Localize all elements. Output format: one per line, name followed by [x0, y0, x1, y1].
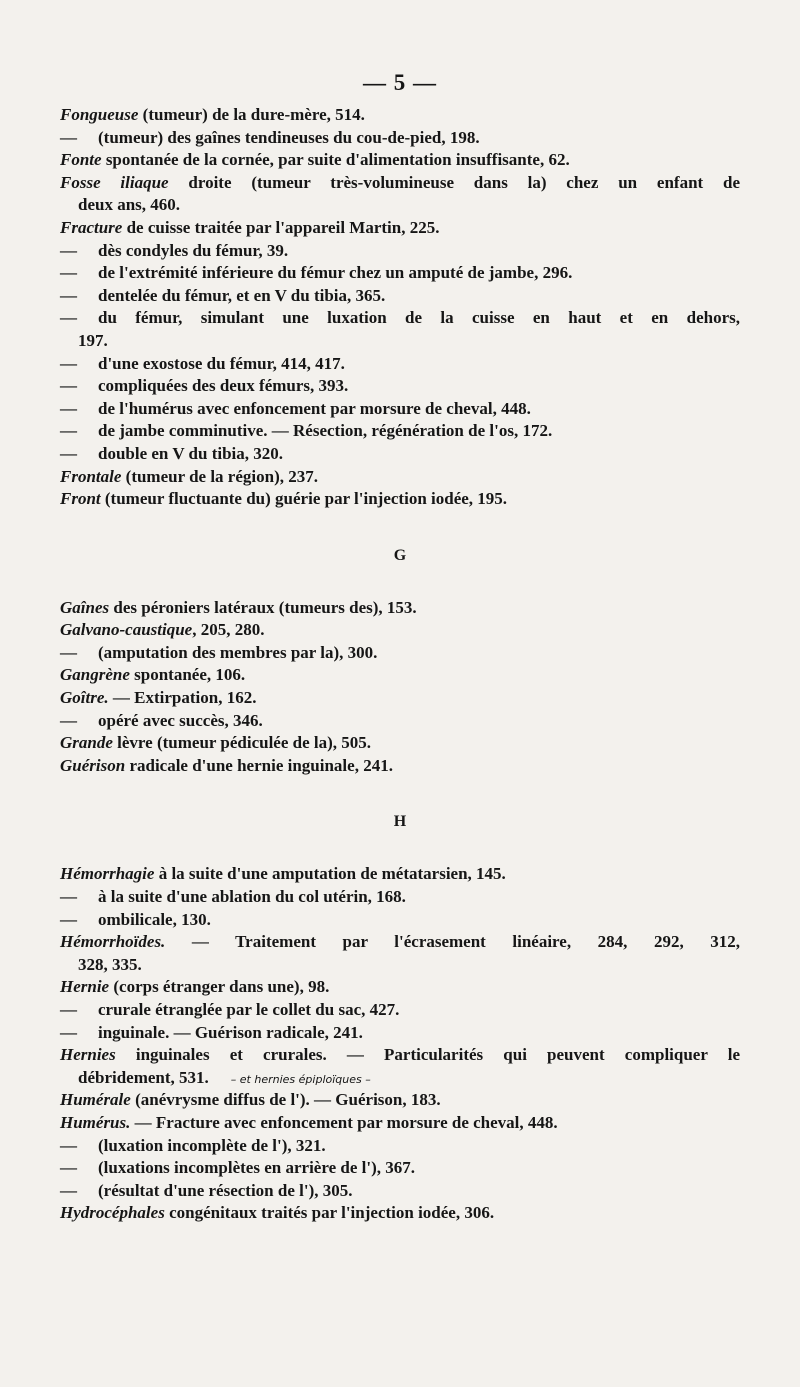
entry-dash: — [60, 887, 77, 907]
entry-text: (tumeur) de la dure-mère, 514. [138, 105, 365, 124]
index-entry [60, 488, 740, 511]
index-entry [60, 1044, 740, 1067]
entry-text: inguinale. — Guérison radicale, 241. [98, 1022, 363, 1042]
index-entry [60, 664, 740, 687]
index-entry [60, 420, 740, 443]
entry-text: à la suite d'une amputation de métatarsien, 145. [154, 864, 506, 884]
index-entry [60, 285, 740, 308]
index-entry [60, 710, 740, 733]
index-entry [60, 1022, 740, 1045]
index-entry [60, 127, 740, 150]
entry-term: Hernie [60, 977, 110, 997]
entry-term: Gaînes [60, 597, 110, 617]
index-entry [60, 755, 740, 778]
handwritten-annotation: – et hernies épiploïques – [230, 1072, 371, 1086]
entry-text: dentelée du fémur, et en V du tibia, 365. [98, 285, 386, 305]
index-entry [60, 1112, 740, 1135]
entry-text: des péroniers latéraux (tumeurs des), 153. [109, 597, 417, 617]
index-entry [60, 1089, 740, 1112]
index-entry [60, 375, 740, 398]
entry-term: Fongueuse [60, 105, 139, 124]
entry-text: opéré avec succès, 346. [98, 710, 263, 730]
entry-dash: — [60, 263, 77, 283]
entry-text: crurale étranglée par le collet du sac, 427. [98, 1000, 400, 1019]
entry-term: Gangrène [60, 665, 130, 685]
entry-dash: — [60, 398, 77, 418]
entry-text: (luxation incomplète de l'), 321. [98, 1135, 326, 1155]
index-entry [60, 619, 740, 642]
entry-text: spontanée, 106. [129, 665, 246, 685]
entry-term: Hémorrhoïdes. [60, 932, 166, 952]
entry-term: Fracture [60, 217, 123, 237]
entry-text: (luxations incomplètes en arrière de l'), 367. [98, 1158, 415, 1178]
index-entry [60, 642, 740, 665]
page-number: — 5 — [363, 70, 437, 95]
entry-dash: — [60, 421, 77, 441]
index-entry [60, 149, 740, 172]
entry-dash: — [60, 443, 77, 463]
index-entry [60, 732, 740, 755]
index-entry [60, 976, 740, 999]
entry-text: droite (tumeur très-volumineuse dans la) chez un enfant de [168, 172, 740, 192]
section-h-entries [60, 863, 740, 1225]
index-entry [60, 104, 740, 127]
index-entry [60, 931, 740, 954]
entry-dash: — [60, 285, 77, 305]
entry-dash: — [60, 909, 77, 929]
index-entry [60, 240, 740, 263]
entry-text: ombilicale, 130. [98, 909, 211, 929]
index-entry [60, 909, 740, 932]
entry-continuation [60, 954, 740, 977]
entry-text: (tumeur) des gaînes tendineuses du cou-de-pied, 198. [98, 127, 480, 147]
entry-dash: — [60, 1135, 77, 1155]
entry-text: de cuisse traitée par l'appareil Martin, 225. [122, 217, 440, 237]
index-entry [60, 443, 740, 466]
index-entry [60, 863, 740, 886]
entry-term: Fonte [60, 150, 102, 170]
index-entry [60, 307, 740, 330]
index-entry [60, 353, 740, 376]
entry-text: double en V du tibia, 320. [98, 443, 284, 463]
section-letter-h: H [393, 813, 407, 831]
entry-text: (anévrysme diffus de l'). — Guérison, 183. [130, 1090, 441, 1110]
entry-term: Frontale [60, 466, 122, 486]
index-entry [60, 466, 740, 489]
entry-text: du fémur, simulant une luxation de la cuisse en haut et en dehors, [98, 308, 740, 328]
entry-term: Hydrocéphales [60, 1203, 165, 1223]
index-entry [60, 999, 740, 1022]
entry-dash: — [60, 127, 77, 147]
entry-dash: — [60, 1000, 77, 1019]
index-entry [60, 1202, 740, 1225]
entry-text: compliquées des deux fémurs, 393. [98, 376, 349, 396]
entry-continuation [60, 1067, 740, 1090]
entry-continuation-text: débridement, 531. [78, 1067, 209, 1087]
entry-text: — Traitement par l'écrasement linéaire, 284, 292, 312, [165, 932, 740, 952]
entry-text: (tumeur de la région), 237. [121, 466, 318, 486]
entry-term: Grande [60, 733, 113, 753]
entry-term: Front [60, 489, 101, 509]
section-g-entries [60, 597, 740, 778]
index-entry [60, 886, 740, 909]
entry-text: dès condyles du fémur, 39. [98, 240, 289, 260]
index-entry [60, 1180, 740, 1203]
entry-term: Fosse iliaque [60, 172, 169, 192]
index-entry [60, 1135, 740, 1158]
index-entry [60, 262, 740, 285]
entry-text: d'une exostose du fémur, 414, 417. [98, 353, 345, 373]
entry-text: à la suite d'une ablation du col utérin, 168. [98, 887, 406, 907]
entry-dash: — [60, 1022, 77, 1042]
index-entry [60, 687, 740, 710]
entry-term: Goître. [60, 688, 109, 708]
entry-term: Guérison [60, 755, 126, 775]
section-f-entries [60, 104, 740, 511]
entry-text: de l'humérus avec enfoncement par morsure de cheval, 448. [98, 398, 531, 418]
entry-text: congénitaux traités par l'injection iodée, 306. [164, 1203, 495, 1223]
index-entries [60, 104, 740, 1225]
entry-text: — Fracture avec enfoncement par morsure de cheval, 448. [130, 1112, 558, 1132]
entry-dash: — [60, 376, 77, 396]
entry-term: Humérale [60, 1090, 131, 1110]
entry-dash: — [60, 353, 77, 373]
entry-text: lèvre (tumeur pédiculée de la), 505. [112, 733, 372, 753]
entry-continuation-text: 197. [78, 330, 108, 350]
entry-dash: — [60, 710, 77, 730]
entry-dash: — [60, 1158, 77, 1178]
entry-dash: — [60, 240, 77, 260]
entry-text: de l'extrémité inférieure du fémur chez un amputé de jambe, 296. [98, 263, 573, 283]
section-letter-g: G [393, 546, 407, 564]
entry-term: Hémorrhagie [60, 864, 155, 884]
entry-term: Galvano-caustique [60, 620, 193, 640]
index-entry [60, 217, 740, 240]
entry-text: de jambe comminutive. — Résection, régénération de l'os, 172. [98, 421, 553, 441]
index-entry [60, 172, 740, 195]
entry-text: , 205, 280. [192, 620, 265, 640]
entry-continuation-text: deux ans, 460. [78, 195, 181, 215]
entry-dash: — [60, 642, 77, 662]
index-entry [60, 1157, 740, 1180]
entry-text: spontanée de la cornée, par suite d'alimentation insuffisante, 62. [101, 150, 570, 170]
entry-term: Humérus. [60, 1112, 131, 1132]
entry-text: radicale d'une hernie inguinale, 241. [125, 755, 393, 775]
entry-text: (corps étranger dans une), 98. [109, 977, 330, 997]
entry-dash: — [60, 308, 77, 328]
entry-continuation-text: 328, 335. [78, 954, 142, 974]
entry-text: (amputation des membres par la), 300. [98, 642, 378, 662]
entry-text: — Extirpation, 162. [108, 688, 257, 708]
entry-term: Hernies [60, 1045, 116, 1065]
entry-text: (tumeur fluctuante du) guérie par l'injection iodée, 195. [100, 489, 508, 509]
entry-dash: — [60, 1180, 77, 1200]
index-entry [60, 597, 740, 620]
index-entry [60, 398, 740, 421]
entry-text: (résultat d'une résection de l'), 305. [98, 1180, 353, 1200]
entry-continuation [60, 330, 740, 353]
entry-text: inguinales et crurales. — Particularités qui peuvent compliquer le [115, 1045, 740, 1065]
entry-continuation [60, 194, 740, 217]
